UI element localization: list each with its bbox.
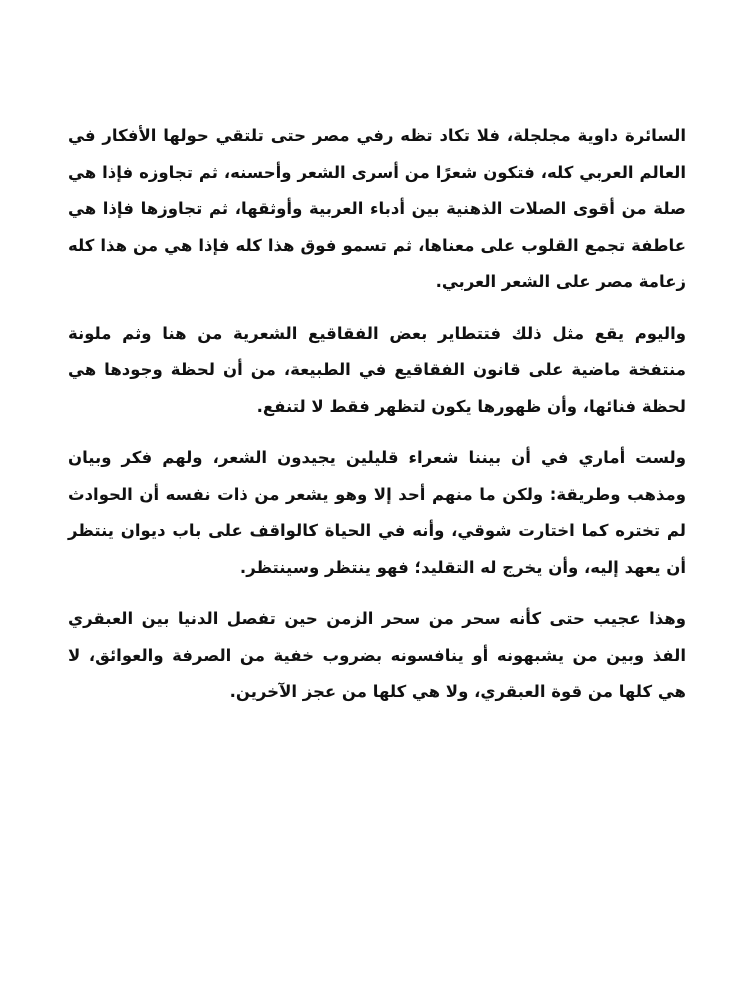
paragraph-3: ولست أماري في أن بيننا شعراء قليلين يجيدون الشعر، ولهم فكر وبيان ومذهب وطريقة: ولكن ما منهم أحد إلا وهو يشعر من ذات نفسه أن الحوادث لم تختره كما اختارت شوقي، وأنه في الحياة كالواقف على باب ديوان ينتظر أن يعهد إليه، وأن يخرج له التقليد؛ فهو ينتظر وسينتظر. (68, 448, 686, 577)
paragraph-2: واليوم يقع مثل ذلك فتتطاير بعض الفقاقيع الشعرية من هنا وثم ملونة منتفخة ماضية على قانون الفقاقيع في الطبيعة، من أن لحظة وجودها هي لحظة فنائها، وأن ظهورها يكون لتظهر فقط لا لتنفع. (68, 323, 686, 416)
body-text (68, 118, 686, 726)
paragraph-1: السائرة داوية مجلجلة، فلا تكاد تظه رفي مصر حتى تلتقي حولها الأفكار في العالم العربي كله، فتكون شعرًا من أسرى الشعر وأحسنه، ثم تجاوزه فإذا هي صلة من أقوى الصلات الذهنية بين أدباء العربية وأوثقها، ثم تجاوزها فإذا هي عاطفة تجمع القلوب على معناها، ثم تسمو فوق هذا كله فإذا هي من هذا كله زعامة مصر على الشعر العربي. (68, 126, 686, 291)
paragraph-4: وهذا عجيب حتى كأنه سحر من سحر الزمن حين تفصل الدنيا بين العبقري الفذ وبين من يشبهونه أو ينافسونه بضروب خفية من الصرفة والعوائق، لا هي كلها من قوة العبقري، ولا هي كلها من عجز الآخرين. (68, 609, 686, 701)
